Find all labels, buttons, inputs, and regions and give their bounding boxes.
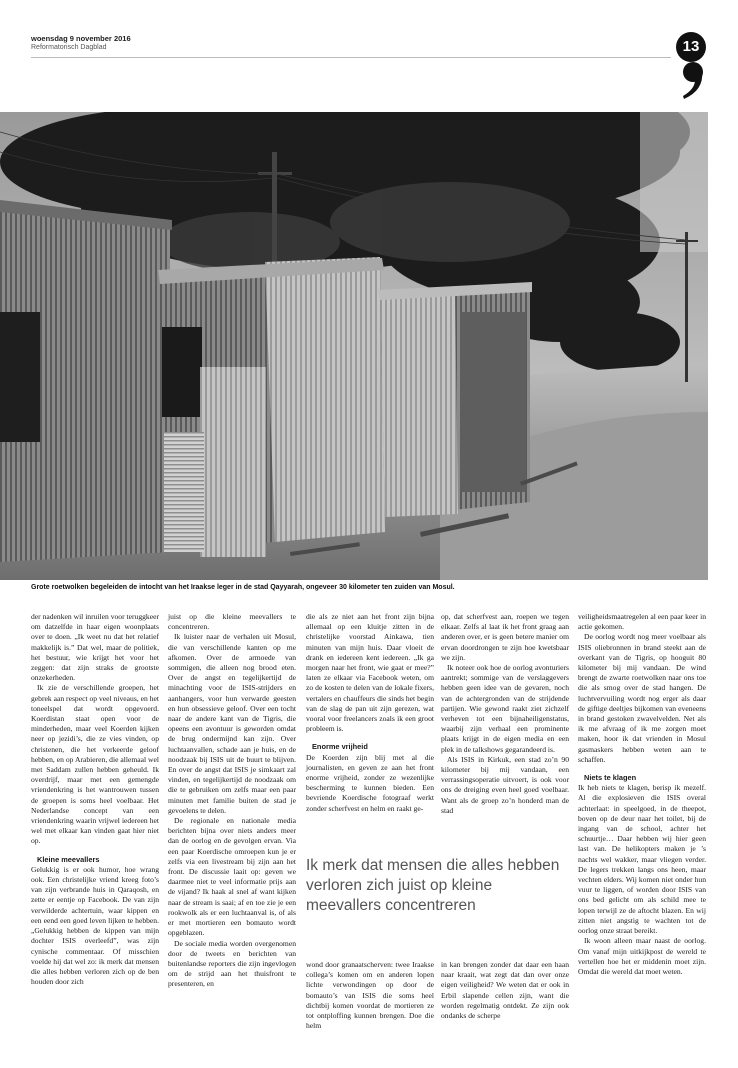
article-column-1 [31, 612, 159, 987]
paragraph: der nadenken wil inruilen voor teruggkeer om datzelfde in haar eigen woonplaats over te doen. „Ik weet nu dat het relatief makkelijk is.” Dat wel, maar de politiek, het bestuur, wie krijgt het voor het zeggen: dat zijn straks de grootste onzekerheden. [31, 612, 159, 683]
paragraph: Als ISIS in Kirkuk, een stad zo’n 90 kilometer bij mij vandaan, een verrassingsoperatie uitvoert, is ook voor ons de dreiging even heel goed voelbaar. Want als de groep zo’n honderd man de stad [441, 754, 569, 815]
paragraph: Ik heb niets te klagen, berisp ik mezelf. Al die explosieven die ISIS overal achterlaat: in speelgoed, in de theepot, boven op de deur naar het toilet, bij de ingang van de school, achter het schuurtje… Daar hebben wij hier geen last van. De helikopters maken je ’s nachts wel wakker, maar vliegen verder. De legers trekken langs ons heen, maar vechten elders. Wij komen niet onder hun vuur te liggen, of worden door ISIS van ons bed gelicht om als schild mee te lopen terwijl ze de aftocht blazen. En wij zitten niet angstig te wachten tot de oorlog onze straat bereikt. [578, 783, 706, 936]
paragraph: De oorlog wordt nog meer voelbaar als ISIS oliebronnen in brand steekt aan de overkant van de Tigris, op hooguit 80 kilometer bij mij vandaan. De wind brengt de zwarte roetwolken naar ons toe die als smog over de stad hangen. De luchtvervuiling wordt nog erger als daar de giftige deeltjes bijkomen van eveneens in brand gestoken zwavelvelden. Net als ik me afvraag of ik me zorgen moet maken, hoor ik dat vrienden in Mosul gasmaskers hebben weten aan te schaffen. [578, 632, 706, 764]
paragraph: Gelukkig is er ook humor, hoe wrang ook. Een christelijke vriend kreeg foto’s van zijn verbrande huis in Qaraqosh, en zette er eentje op Facebook. De van zijn verwilderde achtertuin, waar kippen en een eend een goed leven lijken te hebben. „Gelukkig hebben de kippen van mijn dochter ISIS overleefd”, was zijn cynische commentaar. Of misschien voelde hij dat wel zo: ik merk dat mensen die alles hebben verloren zich op de ben houden door zich [31, 864, 159, 987]
paragraph: Ik noteer ook hoe de oorlog avonturiers aantrekt; sommige van de verslaggevers hebben geen idee van de gevaren, noch van de achtergronden van de strijdende partijen. Wie gewond raakt ziet zichzelf verheven tot een bijnaheiligenstatus, waarbij zijn verhaal een prominente plaats krijgt in de eigen media en een plek in de talkshows gegarandeerd is. [441, 663, 569, 754]
paragraph: op, dat scherfvest aan, roepen we tegen elkaar. Zelfs al laat ik het front graag aan anderen over, er is geen betere manier om ervan doordrongen te zijn hoe kwetsbaar we zijn. [441, 612, 569, 662]
paragraph: De Koerden zijn blij met al die journalisten, en geven ze aan het front enorme vrijheid, zonder ze wezenlijke bescherming te kunnen bieden. Een bevriende Koerdische fotograaf werkt zonder scherfvest en helm en raakt ge- [306, 752, 434, 813]
header-divider [31, 57, 671, 58]
subheading: Kleine meevallers [37, 854, 100, 864]
article-column-4 [441, 612, 569, 816]
paragraph: juist op die kleine meevallers te concentreren. [168, 612, 296, 632]
pull-quote: Ik merk dat mensen die alles hebben verloren zich juist op kleine meevallers concentreren [306, 857, 560, 914]
paragraph: Ik zie de verschillende groepen, het gebrek aan respect op veel niveaus, en het toneelspel dat wordt opgevoerd. Koerdistan staat open voor de minderheden, maar veel Koerden kijken neer op jezidi’s, die ze vies vinden, op christenen, die het verkeerde geloof hebben, en op Arabieren, die allemaal wel met Saddam zullen hebben geheuld. Ik overdrijf, maar met een gemengde vriendenkring is het wantrouwen tussen de groepen is soms heel voelbaar. Het Nederlandse concept van een vriendenkring waarin vrijwel iedereen het wel met elkaar kan vinden gaat hier niet op. [31, 683, 159, 846]
newspaper-name: Reformatorisch Dagblad [31, 44, 107, 51]
paragraph: wond door granaatscherven: twee Iraakse collega’s komen om en anderen lopen lichte verwondingen op door de bomauto’s van ISIS die soms heel dichtbij komen voordat de mortieren ze tot ontploffing kunnen brengen. Doe die helm [306, 960, 434, 1031]
article-column-4-bottom [441, 960, 569, 1021]
subheading: Enorme vrijheid [312, 742, 368, 752]
article-column-3-bottom [306, 960, 434, 1031]
war-scene-photo [0, 112, 708, 580]
page-number: 13 [676, 32, 706, 62]
paragraph: Ik luister naar de verhalen uit Mosul, die van verschillende kanten op me afkomen. Over de armoede van sommigen, die alleen nog brood eten. Over de angst en tegelijkertijd de minachting voor de ISIS-strijders en aanhangers, voor hun verwarde geesten en hun obsessieve geloof. Over een tocht naar de andere kant van de Tigris, die opeens een avontuur is geworden omdat de brug ondermijnd kan zijn. Over luchtaanvallen, schade aan je huis, en de noodzaak bij ISIS uit de buurt te blijven. En over de angst dat ISIS je simkaart zal vinden, en tegelijkertijd de noodzaak om die te gebruiken om zelfs maar een paar minuten met familie buiten de stad je gevoelens te delen. [168, 632, 296, 815]
header-date: woensdag 9 november 2016 [31, 34, 131, 43]
article-column-5 [578, 612, 706, 977]
photo-caption: Grote roetwolken begeleiden de intocht van het Iraakse leger in de stad Qayyarah, ongeveer 30 kilometer ten zuiden van Mosul. [31, 584, 455, 591]
article-column-3 [306, 612, 434, 814]
subheading: Niets te klagen [584, 773, 637, 783]
article-column-2 [168, 612, 296, 990]
paragraph: De regionale en nationale media berichten bijna over niets anders meer dan de oorlog en de gevolgen ervan. Via een paar Koerdische omroepen kun je er zelfs via een livestream bij zijn aan het front. De discussie laait op: geven we daarmee niet te veel informatie prijs aan de vijand? Ik haak al snel af want kijken naar de stream is saai; af en toe zie je een rookwolk als er een luchtaanval is, of als er met mortieren een bomauto wordt opgeblazen. [168, 816, 296, 938]
paragraph: in kan brengen zonder dat daar een haan naar kraait, wat zegt dat dan over onze eigen veiligheid? We weten dat er ook in Erbil slapende cellen zijn, want die worden regelmatig ontdekt. Ze zijn ook ondanks de scherpe [441, 960, 569, 1021]
paragraph: die als ze niet aan het front zijn bijna allemaal op een kluitje zitten in de christelijke voorstad Ainkawa, tien minuten van mijn huis. Daar vloeit de drank en iedereen kent iedereen. „Ik ga morgen naar het front, wie gaat er mee?” laten ze elkaar via Facebook weten, om zo de kosten te delen van de lokale fixers, vertalers en chauffeurs die sinds het begin van de slag de pan uit zijn gerezen, wat vooral voor freelancers zoals ik een groot probleem is. [306, 612, 434, 734]
paragraph: De sociale media worden overgenomen door de tweets en berichten van buitenlandse reporters die zijn ingevlogen om de strijd aan het thuisfront te presenteren, en [168, 938, 296, 989]
comma-logo-icon [680, 62, 708, 105]
paragraph: Ik woon alleen maar naast de oorlog. Om vanaf mijn uitkijkpost de wereld te vertellen hoe het er middenin moet zijn. Omdat die wereld dat moet weten. [578, 936, 706, 976]
paragraph: veiligheidsmaatregelen al een paar keer in actie gekomen. [578, 612, 706, 632]
